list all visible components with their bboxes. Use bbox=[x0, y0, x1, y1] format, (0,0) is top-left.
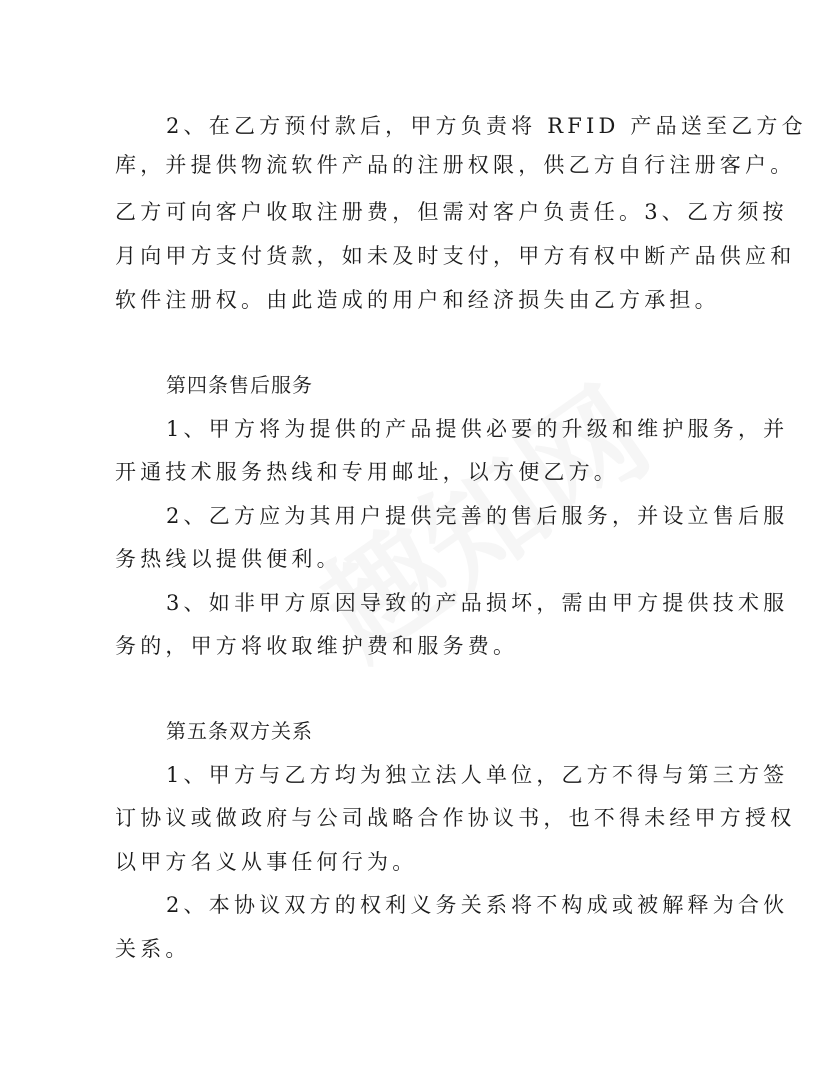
paragraph-line: 开通技术服务热线和专用邮址，以方便乙方。 bbox=[115, 460, 619, 484]
paragraph-line: 1、甲方将为提供的产品提供必要的升级和维护服务，并 bbox=[166, 417, 789, 441]
section-heading: 第五条双方关系 bbox=[166, 719, 313, 743]
paragraph-line: 2、乙方应为其用户提供完善的售后服务，并设立售后服 bbox=[166, 504, 789, 528]
paragraph-line: 软件注册权。由此造成的用户和经济损失由乙方承担。 bbox=[115, 288, 720, 312]
paragraph-line: 2、本协议双方的权利义务关系将不构成或被解释为合伙 bbox=[166, 893, 789, 917]
paragraph-line: 订协议或做政府与公司战略合作协议书，也不得未经甲方授权 bbox=[115, 806, 796, 830]
paragraph-line: 月向甲方支付货款，如未及时支付，甲方有权中断产品供应和 bbox=[115, 244, 796, 268]
section-heading: 第四条售后服务 bbox=[166, 373, 313, 397]
paragraph-line: 关系。 bbox=[115, 937, 191, 961]
paragraph-line: 库，并提供物流软件产品的注册权限，供乙方自行注册客户。 bbox=[115, 153, 796, 177]
paragraph-line: 务热线以提供便利。 bbox=[115, 547, 342, 571]
paragraph-line: 乙方可向客户收取注册费，但需对客户负责任。3、乙方须按 bbox=[115, 200, 788, 224]
paragraph-line: 以甲方名义从事任何行为。 bbox=[115, 850, 418, 874]
paragraph-line: 务的，甲方将收取维护费和服务费。 bbox=[115, 634, 519, 658]
paragraph-line: 1、甲方与乙方均为独立法人单位，乙方不得与第三方签 bbox=[166, 763, 789, 787]
paragraph-line: 3、如非甲方原因导致的产品损坏，需由甲方提供技术服 bbox=[166, 591, 789, 615]
paragraph-line: 2、在乙方预付款后，甲方负责将 RFID 产品送至乙方仓 bbox=[166, 114, 807, 138]
